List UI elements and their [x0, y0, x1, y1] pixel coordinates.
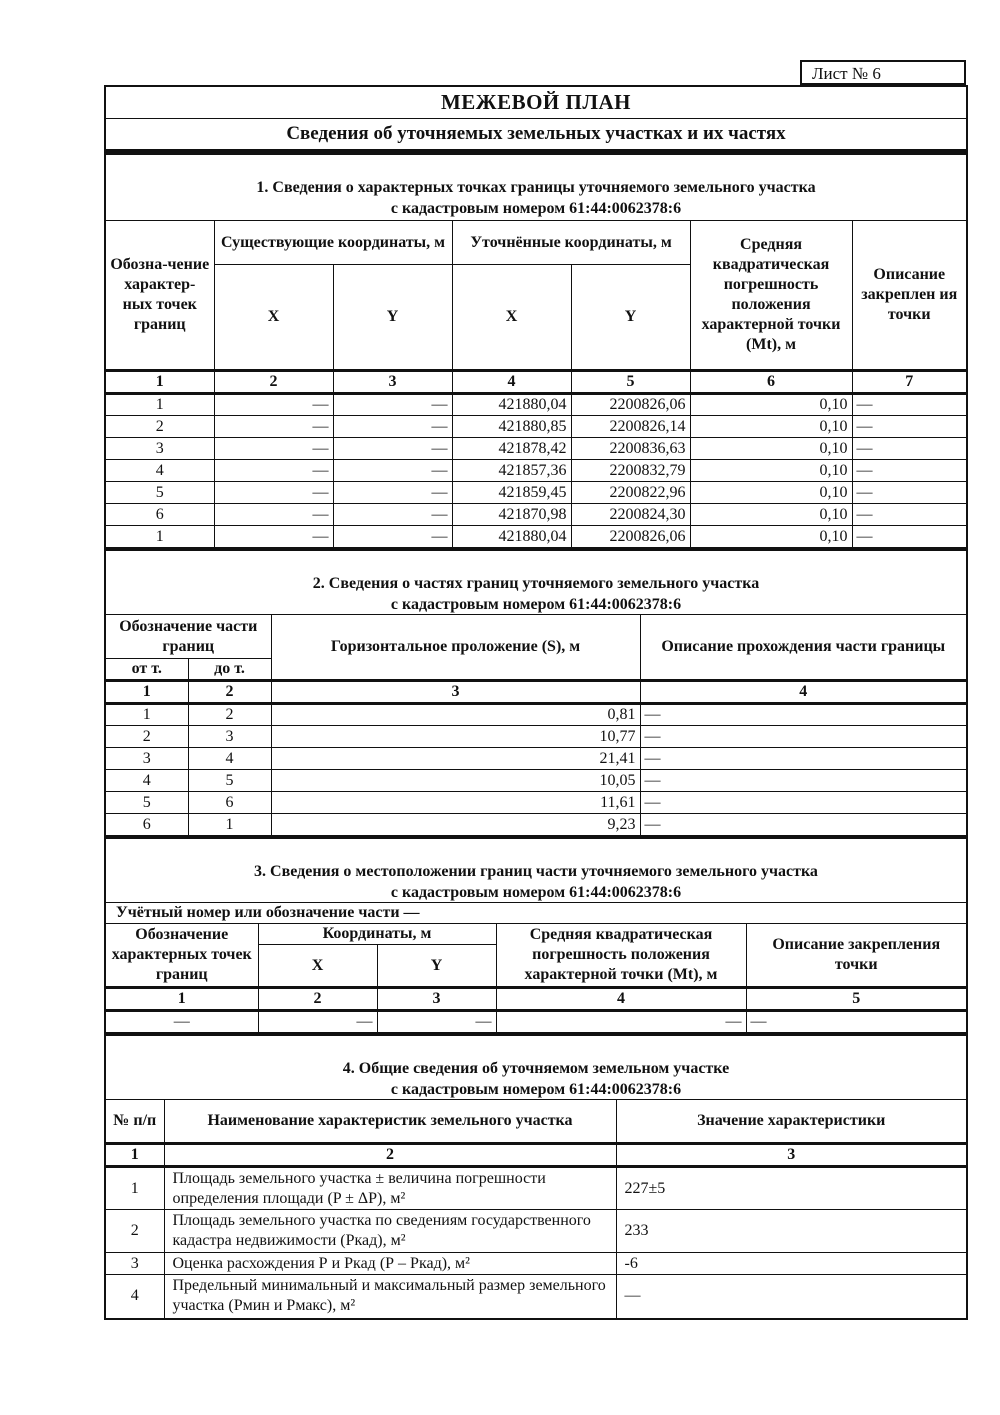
col-to-point: до т. — [188, 659, 271, 681]
cell-mean-error: 0,10 — [690, 526, 852, 548]
section-1 — [106, 152, 966, 548]
col-existing-x: X — [214, 265, 333, 371]
cell-description: — — [852, 504, 966, 526]
cell-refined-x: 421878,42 — [452, 438, 571, 460]
cell-refined-y: 2200836,63 — [571, 438, 690, 460]
col-number: 3 — [333, 371, 452, 394]
sheet-number-box — [800, 60, 966, 85]
col-number: 7 — [852, 371, 966, 394]
section-1-heading-line1: 1. Сведения о характерных точках границы уточняемого земельного участка — [256, 179, 816, 196]
cell-refined-y: 2200826,06 — [571, 526, 690, 548]
section-1-heading-line2: с кадастровым номером 61:44:0062378:6 — [390, 200, 682, 217]
section-4-heading — [106, 1036, 966, 1099]
cell-name: Оценка расхождения Р и Ркад (Р – Ркад), м² — [164, 1253, 616, 1275]
col-number: 5 — [571, 371, 690, 394]
cell-description: — — [640, 770, 966, 792]
cell-no: 3 — [106, 1253, 164, 1275]
cell-y: — — [377, 1011, 496, 1033]
cell-point: 1 — [106, 394, 214, 416]
cell-to: 6 — [188, 792, 271, 814]
col-number: 3 — [377, 988, 496, 1011]
cell-mean-error: 0,10 — [690, 416, 852, 438]
col-point-description: Описание закрепления точки — [746, 924, 966, 988]
col-existing-y: Y — [333, 265, 452, 371]
cell-value: — — [616, 1275, 966, 1318]
cell-existing-y: — — [333, 394, 452, 416]
cell-description: — — [852, 416, 966, 438]
cell-from: 4 — [106, 770, 188, 792]
section-2 — [106, 548, 966, 836]
column-number-row — [106, 681, 966, 704]
cell-existing-y: — — [333, 438, 452, 460]
cell-from: 2 — [106, 726, 188, 748]
cell-refined-y: 2200822,96 — [571, 482, 690, 504]
section-2-heading — [106, 551, 966, 614]
cell-length: 9,23 — [271, 814, 640, 836]
section-4 — [106, 1033, 966, 1318]
col-mean-error: Средняя квадратическая погрешность положения характерной точки (Mt), м — [496, 924, 746, 988]
section-4-heading-line1: 4. Общие сведения об уточняемом земельном участке — [342, 1060, 730, 1077]
section-2-heading-line1: 2. Сведения о частях границ уточняемого земельного участка — [312, 575, 760, 592]
cell-description: — — [640, 726, 966, 748]
column-number-row — [106, 988, 966, 1011]
cell-existing-y: — — [333, 460, 452, 482]
cell-no: 1 — [106, 1167, 164, 1210]
col-designation: Обозна-чение характер-ных точек границ — [106, 221, 214, 371]
cell-existing-x: — — [214, 460, 333, 482]
section-3-table — [106, 902, 966, 1033]
table-row — [106, 1275, 966, 1318]
section-3-heading — [106, 839, 966, 902]
cell-existing-y: — — [333, 504, 452, 526]
table-row — [106, 394, 966, 416]
col-part-description: Описание прохождения части границы — [640, 615, 966, 681]
cell-refined-x: 421857,36 — [452, 460, 571, 482]
col-number: 2 — [214, 371, 333, 394]
table-row — [106, 1210, 966, 1253]
col-designation: Обозначение характерных точек границ — [106, 924, 258, 988]
section-2-table — [106, 614, 966, 836]
col-number: 5 — [746, 988, 966, 1011]
col-y: Y — [377, 945, 496, 988]
col-number: 1 — [106, 1144, 164, 1167]
cell-mean-error: 0,10 — [690, 438, 852, 460]
table-row — [106, 814, 966, 836]
cell-value: -6 — [616, 1253, 966, 1275]
cell-point: 3 — [106, 438, 214, 460]
section-4-table — [106, 1099, 966, 1318]
cell-existing-x: — — [214, 504, 333, 526]
cell-length: 0,81 — [271, 704, 640, 726]
cell-to: 3 — [188, 726, 271, 748]
cell-value: 233 — [616, 1210, 966, 1253]
col-number: 2 — [188, 681, 271, 704]
section-1-rows — [106, 394, 966, 548]
cell-description: — — [852, 460, 966, 482]
cell-length: 21,41 — [271, 748, 640, 770]
col-refined-y: Y — [571, 265, 690, 371]
page-subtitle: Сведения об уточняемых земельных участках и их частях — [106, 119, 966, 152]
cell-description: — — [640, 792, 966, 814]
col-refined-x: X — [452, 265, 571, 371]
table-row — [106, 770, 966, 792]
column-number-row — [106, 371, 966, 394]
col-number: 1 — [106, 988, 258, 1011]
col-characteristic-value: Значение характеристики — [616, 1100, 966, 1144]
section-3-heading-line2: с кадастровым номером 61:44:0062378:6 — [390, 884, 682, 901]
table-row — [106, 792, 966, 814]
cell-refined-x: 421870,98 — [452, 504, 571, 526]
table-row — [106, 504, 966, 526]
cell-mean-error: 0,10 — [690, 394, 852, 416]
col-number: 3 — [271, 681, 640, 704]
cell-description: — — [852, 394, 966, 416]
table-row — [106, 1253, 966, 1275]
cell-description: — — [746, 1011, 966, 1033]
cell-to: 5 — [188, 770, 271, 792]
cell-mean-error: — — [496, 1011, 746, 1033]
table-row — [106, 704, 966, 726]
cell-refined-x: 421859,45 — [452, 482, 571, 504]
cell-from: 5 — [106, 792, 188, 814]
cell-refined-y: 2200824,30 — [571, 504, 690, 526]
cell-no: 4 — [106, 1275, 164, 1318]
table-row — [106, 1167, 966, 1210]
col-from-point: от т. — [106, 659, 188, 681]
cell-length: 11,61 — [271, 792, 640, 814]
section-4-heading-line2: с кадастровым номером 61:44:0062378:6 — [390, 1081, 682, 1098]
cell-length: 10,05 — [271, 770, 640, 792]
cell-point: 6 — [106, 504, 214, 526]
cell-name: Предельный минимальный и максимальный размер земельного участка (Рмин и Рмакс), м² — [164, 1275, 616, 1318]
col-existing-coords: Существующие координаты, м — [214, 221, 452, 265]
cell-to: 1 — [188, 814, 271, 836]
cell-x: — — [258, 1011, 377, 1033]
table-row — [106, 1011, 966, 1033]
col-point-description: Описание закреплен ия точки — [852, 221, 966, 371]
cell-from: 1 — [106, 704, 188, 726]
section-1-table — [106, 220, 966, 548]
cell-existing-y: — — [333, 482, 452, 504]
cell-point: — — [106, 1011, 258, 1033]
col-number: 3 — [616, 1144, 966, 1167]
table-row — [106, 748, 966, 770]
cell-description: — — [852, 526, 966, 548]
col-number: 4 — [496, 988, 746, 1011]
cell-to: 4 — [188, 748, 271, 770]
col-number: 4 — [452, 371, 571, 394]
sheet-number: Лист № 6 — [812, 64, 881, 83]
section-1-heading — [106, 155, 966, 220]
table-row — [106, 438, 966, 460]
cell-point: 5 — [106, 482, 214, 504]
cell-existing-x: — — [214, 394, 333, 416]
cell-existing-y: — — [333, 526, 452, 548]
table-row — [106, 460, 966, 482]
cell-existing-x: — — [214, 438, 333, 460]
cell-length: 10,77 — [271, 726, 640, 748]
cell-description: — — [852, 438, 966, 460]
col-characteristic-name: Наименование характеристик земельного участка — [164, 1100, 616, 1144]
cell-refined-y: 2200826,14 — [571, 416, 690, 438]
col-part-designation: Обозначение части границ — [106, 615, 271, 659]
cell-description: — — [640, 704, 966, 726]
boundary-plan-form — [104, 85, 968, 1320]
section-3 — [106, 836, 966, 1033]
cell-point: 2 — [106, 416, 214, 438]
cell-existing-x: — — [214, 416, 333, 438]
cell-from: 3 — [106, 748, 188, 770]
col-number: 4 — [640, 681, 966, 704]
col-number: 1 — [106, 371, 214, 394]
table-row — [106, 526, 966, 548]
cell-to: 2 — [188, 704, 271, 726]
column-number-row — [106, 1144, 966, 1167]
col-number: 6 — [690, 371, 852, 394]
col-number: 1 — [106, 681, 188, 704]
cell-refined-y: 2200832,79 — [571, 460, 690, 482]
cell-existing-x: — — [214, 482, 333, 504]
cell-point: 1 — [106, 526, 214, 548]
cell-mean-error: 0,10 — [690, 504, 852, 526]
cell-refined-y: 2200826,06 — [571, 394, 690, 416]
cell-name: Площадь земельного участка по сведениям государственного кадастра недвижимости (Ркад), м² — [164, 1210, 616, 1253]
cell-mean-error: 0,10 — [690, 482, 852, 504]
col-number: 2 — [164, 1144, 616, 1167]
cell-no: 2 — [106, 1210, 164, 1253]
cell-existing-y: — — [333, 416, 452, 438]
cell-refined-x: 421880,85 — [452, 416, 571, 438]
col-coordinates: Координаты, м — [258, 924, 496, 945]
col-number-pp: № п/п — [106, 1100, 164, 1144]
cell-from: 6 — [106, 814, 188, 836]
section-3-heading-line1: 3. Сведения о местоположении границ части уточняемого земельного участка — [254, 863, 818, 880]
cell-description: — — [640, 748, 966, 770]
cell-value: 227±5 — [616, 1167, 966, 1210]
account-number-label: Учётный номер или обозначение части — — [106, 903, 966, 924]
section-2-heading-line2: с кадастровым номером 61:44:0062378:6 — [390, 596, 682, 613]
cell-refined-x: 421880,04 — [452, 394, 571, 416]
cell-mean-error: 0,10 — [690, 460, 852, 482]
col-horizontal-length: Горизонтальное проложение (S), м — [271, 615, 640, 681]
col-x: X — [258, 945, 377, 988]
col-mean-error: Средняя квадратическая погрешность положения характерной точки (Mt), м — [690, 221, 852, 371]
cell-existing-x: — — [214, 526, 333, 548]
table-row — [106, 726, 966, 748]
cell-description: — — [852, 482, 966, 504]
table-row — [106, 416, 966, 438]
table-row — [106, 482, 966, 504]
col-number: 2 — [258, 988, 377, 1011]
page-title: МЕЖЕВОЙ ПЛАН — [106, 87, 966, 119]
cell-description: — — [640, 814, 966, 836]
cell-point: 4 — [106, 460, 214, 482]
cell-refined-x: 421880,04 — [452, 526, 571, 548]
col-refined-coords: Уточнённые координаты, м — [452, 221, 690, 265]
cell-name: Площадь земельного участка ± величина погрешности определения площади (P ± ΔP), м² — [164, 1167, 616, 1210]
